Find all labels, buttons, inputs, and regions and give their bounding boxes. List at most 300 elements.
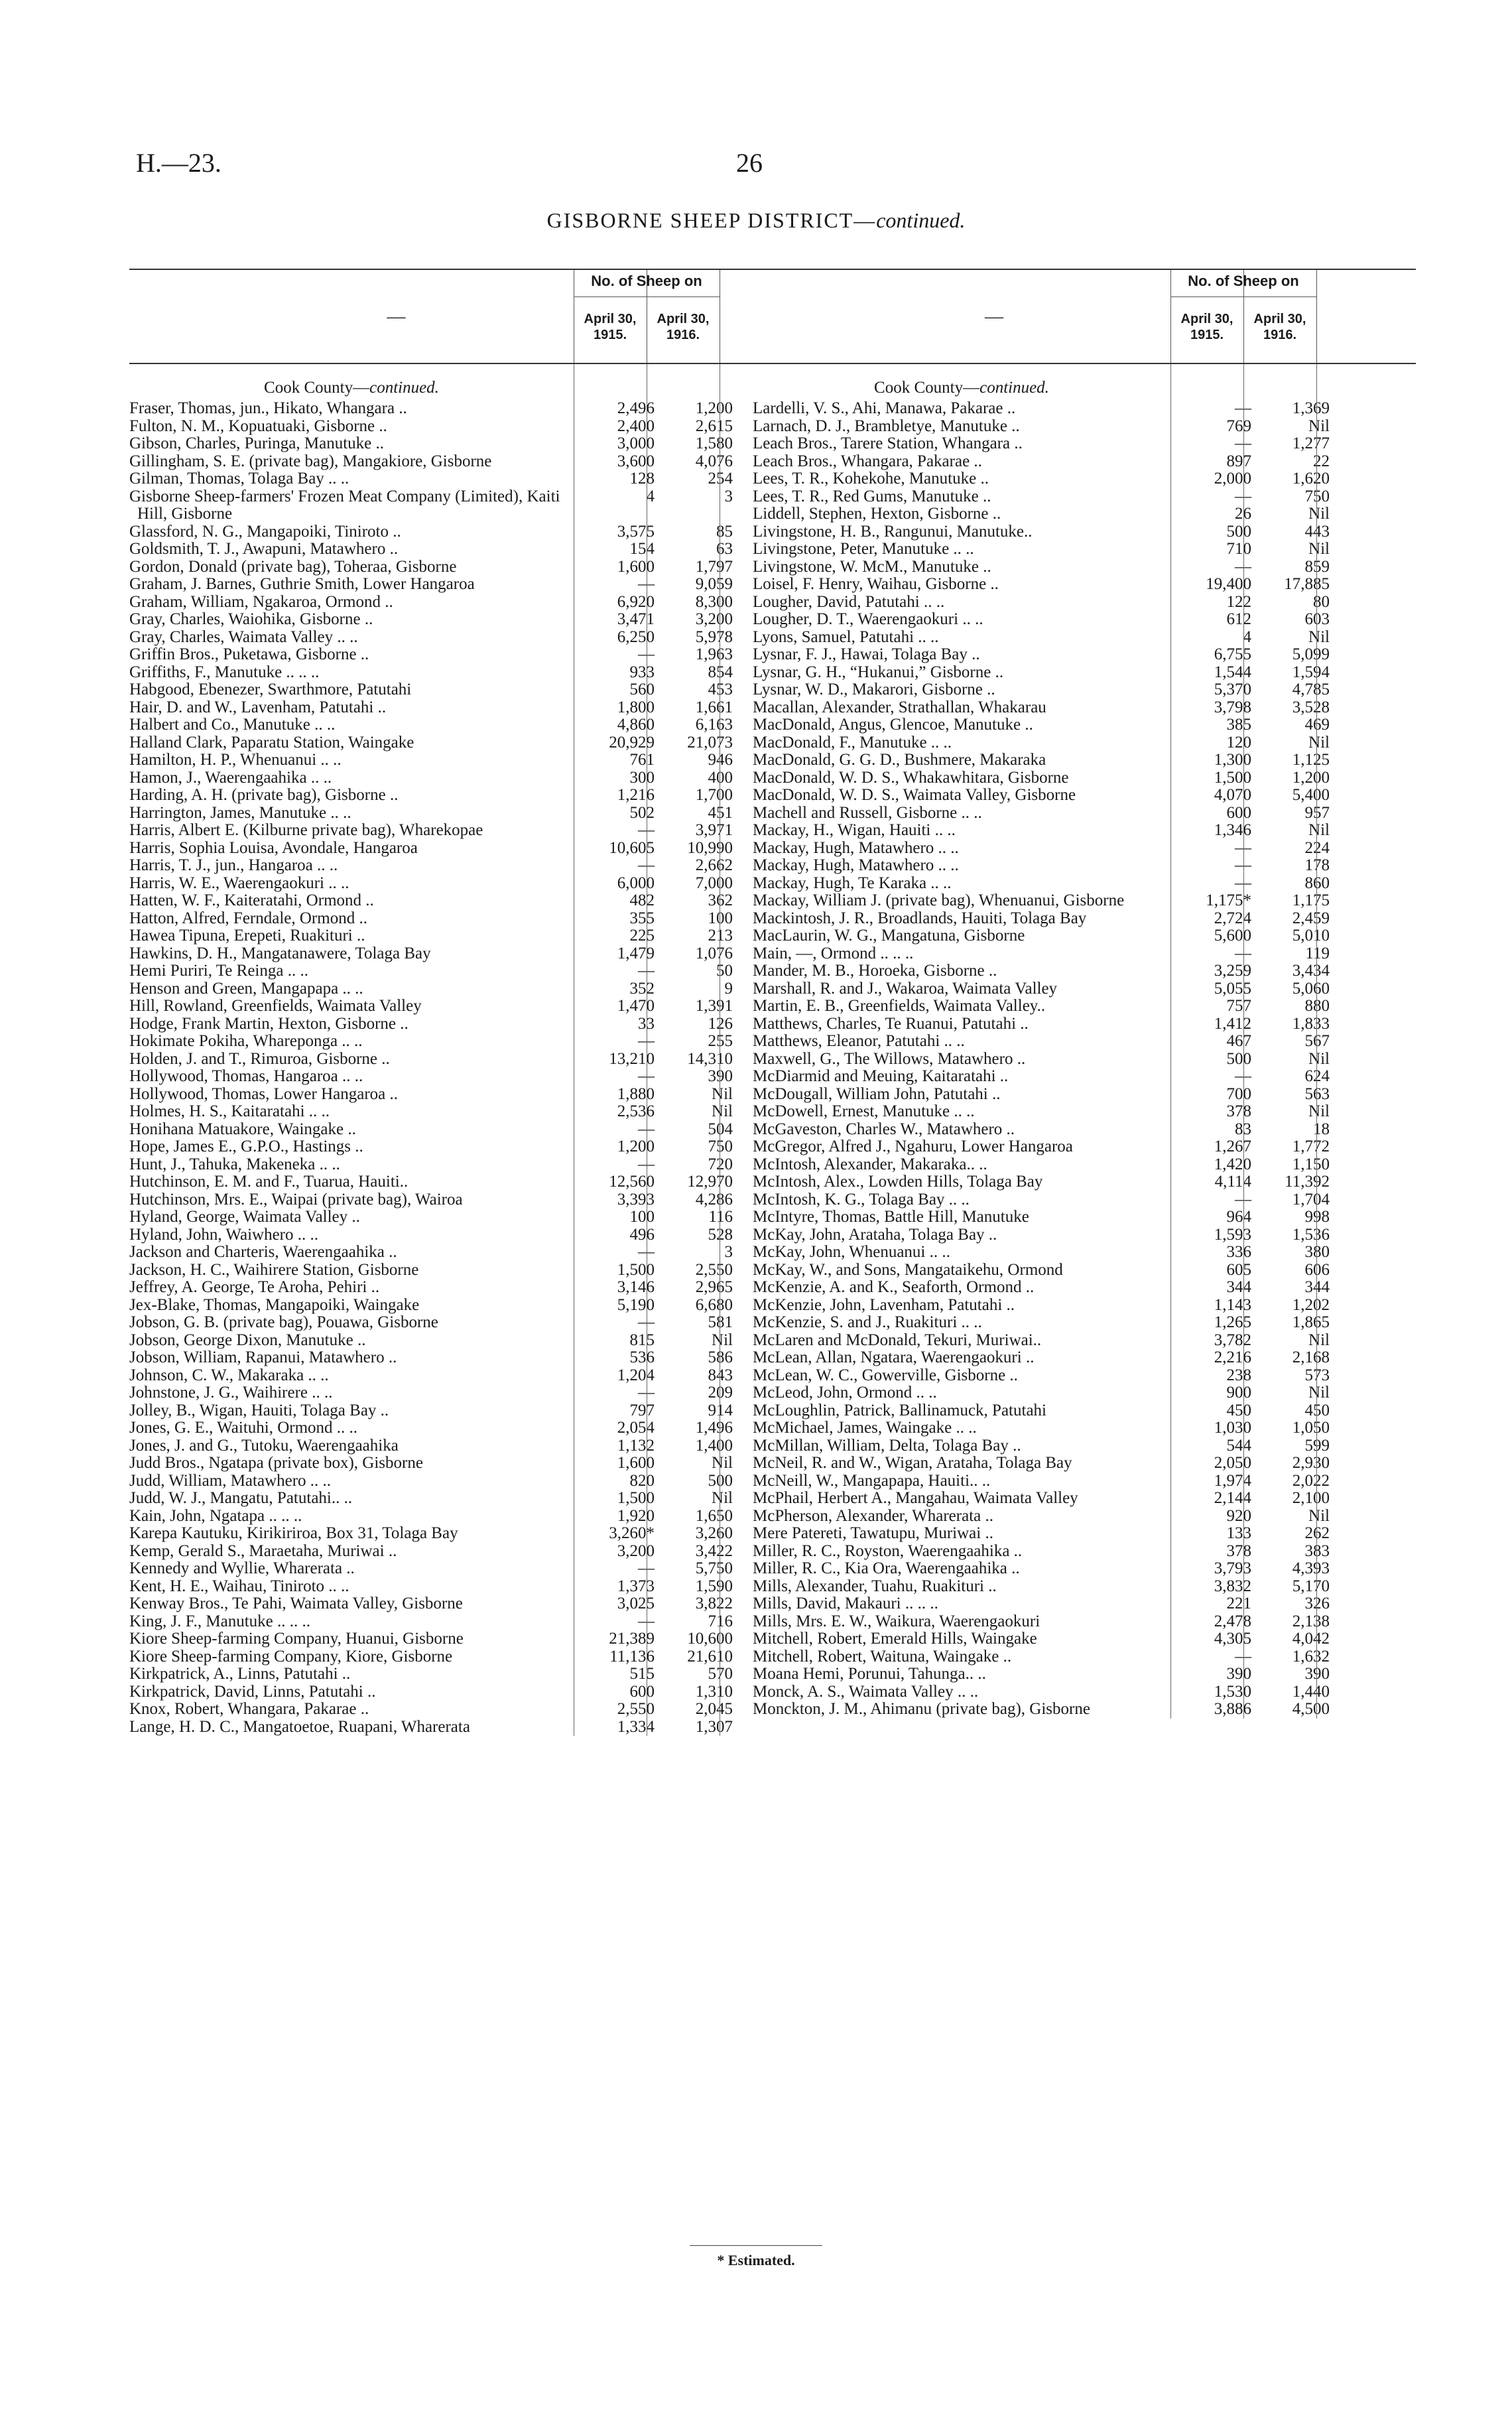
owner-name-location: Judd Bros., Ngatapa (private box), Gisborne	[129, 1454, 423, 1472]
owner-name-location: Lardelli, V. S., Ahi, Manawa, Pakarae ..	[753, 399, 1016, 417]
sheep-1916: 2,168	[1292, 1348, 1330, 1366]
owner-name-location: Mackay, William J. (private bag), Whenuanui, Gisborne	[753, 891, 1125, 909]
sheep-1916: Nil	[1308, 1384, 1330, 1402]
page-reference: H.—23.	[136, 148, 221, 178]
sheep-1915: 3,000	[617, 434, 655, 452]
sheep-1916: Nil	[1308, 733, 1330, 752]
sheep-1916: 1,700	[695, 786, 733, 804]
sheep-1916: 599	[1304, 1436, 1330, 1455]
sheep-1915: 3,575	[617, 522, 655, 541]
district-title-main: GISBORNE SHEEP DISTRICT—	[546, 208, 877, 232]
sheep-1916: 2,022	[1292, 1471, 1330, 1490]
sheep-1915: 3,260*	[609, 1524, 655, 1542]
owner-name-location: Hyland, John, Waiwhero .. ..	[129, 1225, 318, 1244]
sheep-1915: 515	[629, 1665, 655, 1683]
owner-name-location: McLean, Allan, Ngatara, Waerengaokuri ..	[753, 1348, 1035, 1366]
sheep-1915: 1,030	[1214, 1419, 1251, 1437]
owner-name-location: Holden, J. and T., Rimuroa, Gisborne ..	[129, 1049, 390, 1068]
sheep-1916: 2,045	[695, 1700, 733, 1718]
sheep-1916: 750	[1304, 487, 1330, 505]
sheep-1915: —	[1235, 1067, 1251, 1085]
sheep-1916: 451	[708, 803, 733, 822]
sheep-1916: 1,440	[1292, 1682, 1330, 1701]
sheep-1916: 860	[1304, 874, 1330, 892]
column-rule	[1243, 364, 1244, 1719]
sheep-1915: 3,259	[1214, 962, 1251, 980]
sheep-1916: 716	[708, 1612, 733, 1630]
owner-name-location: Livingstone, Peter, Manutuke .. ..	[753, 540, 974, 558]
sheep-1916: 880	[1304, 997, 1330, 1015]
owner-name-location: McPhail, Herbert A., Mangahau, Waimata Valley	[753, 1489, 1078, 1507]
sheep-1916: Nil	[1308, 821, 1330, 839]
sheep-1915: 897	[1226, 452, 1251, 470]
owner-name-location: Fulton, N. M., Kopuatuaki, Gisborne ..	[129, 417, 387, 435]
owner-name-location: Habgood, Ebenezer, Swarthmore, Patutahi	[129, 681, 412, 698]
owner-name-location: MacDonald, G. G. D., Bushmere, Makaraka	[753, 751, 1046, 769]
sheep-1915: 1,420	[1214, 1155, 1251, 1173]
sheep-1915: 1,544	[1214, 663, 1251, 681]
sheep-1916: Nil	[1308, 540, 1330, 558]
sheep-1916: 450	[1304, 1401, 1330, 1419]
sheep-1915: 20,929	[609, 733, 655, 752]
owner-name-location: Halbert and Co., Manutuke .. ..	[129, 716, 336, 734]
column-rule	[1316, 364, 1317, 1719]
owner-name-location: McKay, W., and Sons, Mangataikehu, Ormond	[753, 1260, 1063, 1279]
sheep-1915: 33	[638, 1014, 655, 1033]
owner-name-location: Hutchinson, E. M. and F., Tuarua, Hauiti..	[129, 1173, 409, 1191]
sheep-1916: 8,300	[695, 592, 733, 611]
sheep-1916: 570	[708, 1665, 733, 1683]
sheep-1915: 3,793	[1214, 1559, 1251, 1577]
sheep-1915: 378	[1226, 1102, 1251, 1120]
sheep-1915: 5,055	[1214, 979, 1251, 998]
sheep-1915: 122	[1226, 592, 1251, 611]
sheep-1915: 2,496	[617, 399, 655, 417]
sheep-1915: 1,974	[1214, 1471, 1251, 1490]
sheep-1916: 1,307	[695, 1717, 733, 1736]
owner-name-location: Hatten, W. F., Kaiteratahi, Ormond ..	[129, 891, 374, 909]
sheep-1916: 573	[1304, 1366, 1330, 1384]
sheep-1915: 6,250	[617, 627, 655, 646]
sheep-1916: 859	[1304, 557, 1330, 576]
sheep-1916: 957	[1304, 803, 1330, 822]
sheep-1916: 380	[1304, 1243, 1330, 1261]
sheep-1916: 581	[708, 1313, 733, 1331]
sheep-1915: 536	[629, 1348, 655, 1366]
sheep-1916: 1,150	[1292, 1155, 1330, 1173]
sheep-1915: —	[638, 1032, 655, 1050]
owner-name-location: Jeffrey, A. George, Te Aroha, Pehiri ..	[129, 1278, 380, 1296]
owner-name-location: Honihana Matuakore, Waingake ..	[129, 1120, 356, 1138]
sheep-1915: 2,050	[1214, 1454, 1251, 1472]
sheep-1915: 2,400	[617, 417, 655, 435]
sheep-1915: 3,886	[1214, 1700, 1251, 1718]
sheep-1916: 3	[724, 1243, 733, 1261]
sheep-1915: 4	[1243, 627, 1251, 646]
sheep-1916: 2,965	[695, 1278, 733, 1296]
sheep-1916: 2,550	[695, 1260, 733, 1279]
sheep-1915: 3,782	[1214, 1331, 1251, 1349]
sheep-1916: 946	[708, 751, 733, 769]
sheep-1915: 1,143	[1214, 1295, 1251, 1314]
owner-name-location: Jones, G. E., Waituhi, Ormond .. ..	[129, 1419, 358, 1437]
sheep-1915: 6,000	[617, 874, 655, 892]
owner-name-location: Kenway Bros., Te Pahi, Waimata Valley, Gisborne	[129, 1595, 463, 1612]
sheep-1915: 1,132	[617, 1436, 655, 1455]
sheep-1916: 5,170	[1292, 1577, 1330, 1595]
sheep-1915: —	[1235, 874, 1251, 892]
owner-name-location: McKay, John, Arataha, Tolaga Bay ..	[753, 1225, 997, 1244]
sheep-1915: 1,500	[617, 1260, 655, 1279]
owner-name-location: Gray, Charles, Waimata Valley .. ..	[129, 627, 358, 646]
sheep-1916: 14,310	[687, 1049, 733, 1068]
sheep-1916: 1,772	[1292, 1138, 1330, 1155]
section-name: Cook County—	[874, 379, 980, 397]
sheep-1915: —	[638, 962, 655, 980]
owner-name-location: Hamilton, H. P., Whenuanui .. ..	[129, 751, 342, 769]
owner-name-location: Miller, R. C., Royston, Waerengaahika ..	[753, 1541, 1023, 1560]
sheep-1915: 1,920	[617, 1506, 655, 1525]
sheep-1915: —	[1235, 557, 1251, 576]
sheep-1915: 300	[629, 768, 655, 787]
owner-name-location: Leach Bros., Tarere Station, Whangara ..	[753, 434, 1023, 452]
owner-name-location: Hawea Tipuna, Erepeti, Ruakituri ..	[129, 927, 365, 945]
owner-name-location: Johnstone, J. G., Waihirere .. ..	[129, 1384, 333, 1402]
owner-name-location: Fraser, Thomas, jun., Hikato, Whangara ..	[129, 399, 407, 417]
sheep-1915: 19,400	[1206, 575, 1251, 593]
owner-name-location: Kiore Sheep-farming Company, Huanui, Gisborne	[129, 1630, 464, 1648]
sheep-1916: 998	[1304, 1208, 1330, 1226]
owner-name-location: Jones, J. and G., Tutoku, Waerengaahika	[129, 1436, 399, 1455]
sheep-1916: 3,422	[695, 1541, 733, 1560]
owner-name-location: Kemp, Gerald S., Maraetaha, Muriwai ..	[129, 1541, 397, 1560]
owner-name-location: Mitchell, Robert, Waituna, Waingake ..	[753, 1647, 1012, 1666]
owner-name-location: Harris, T. J., jun., Hangaroa .. ..	[129, 856, 338, 874]
owner-name-location: McPherson, Alexander, Wharerata ..	[753, 1506, 993, 1525]
sheep-1916: 4,286	[695, 1190, 733, 1209]
owner-name-location: Jolley, B., Wigan, Hauiti, Tolaga Bay ..	[129, 1401, 389, 1419]
sheep-1915: 3,200	[617, 1541, 655, 1560]
sheep-1916: Nil	[1308, 1331, 1330, 1349]
sheep-1916: 1,391	[695, 997, 733, 1015]
owner-name-location: Judd, William, Matawhero .. ..	[129, 1471, 332, 1490]
owner-name-location: McMichael, James, Waingake .. ..	[753, 1419, 977, 1437]
owner-name-location: Griffin Bros., Puketawa, Gisborne ..	[129, 645, 369, 663]
sheep-1916: 390	[1304, 1665, 1330, 1683]
owner-name-location: McLeod, John, Ormond .. ..	[753, 1384, 937, 1402]
owner-name-location: Jackson and Charteris, Waerengaahika ..	[129, 1243, 397, 1261]
owner-name-location: McDiarmid and Meuing, Kaitaratahi ..	[753, 1067, 1009, 1085]
sheep-1915: 502	[629, 803, 655, 822]
sheep-1916: 1,963	[695, 645, 733, 663]
sheep-1916: 2,100	[1292, 1489, 1330, 1507]
sheep-1915: —	[638, 821, 655, 839]
sheep-1915: 600	[629, 1682, 655, 1701]
sheep-1916: 1,797	[695, 557, 733, 576]
page-number: 26	[736, 148, 763, 178]
owner-name-location: Hollywood, Thomas, Hangaroa .. ..	[129, 1067, 363, 1085]
sheep-1916: 5,978	[695, 627, 733, 646]
sheep-1915: 10,605	[609, 838, 655, 857]
sheep-1915: 336	[1226, 1243, 1251, 1261]
sheep-1915: 13,210	[609, 1049, 655, 1068]
sheep-1916: 262	[1304, 1524, 1330, 1542]
sheep-1915: —	[638, 856, 655, 874]
sheep-1915: 3,025	[617, 1595, 655, 1612]
sheep-1915: 700	[1226, 1084, 1251, 1103]
owner-name-location: Henson and Green, Mangapapa .. ..	[129, 979, 363, 998]
sheep-1916: 3,822	[695, 1595, 733, 1612]
sheep-1915: 3,471	[617, 610, 655, 628]
sheep-1915: 3,600	[617, 452, 655, 470]
sheep-1915: —	[638, 1559, 655, 1577]
sheep-1915: 1,470	[617, 997, 655, 1015]
owner-name-location: Jobson, George Dixon, Manutuke ..	[129, 1331, 366, 1349]
sheep-1915: 1,479	[617, 944, 655, 962]
owner-name-location: Hutchinson, Mrs. E., Waipai (private bag), Wairoa	[129, 1190, 463, 1209]
sheep-1915: 83	[1235, 1120, 1251, 1138]
owner-name-location: Liddell, Stephen, Hexton, Gisborne ..	[753, 505, 1001, 523]
owner-name-location: Hyland, George, Waimata Valley ..	[129, 1208, 360, 1226]
sheep-1916: 22	[1313, 452, 1330, 470]
sheep-1915: 500	[1226, 1049, 1251, 1068]
owner-name-location: Gray, Charles, Waiohika, Gisborne ..	[129, 610, 373, 628]
owner-name-location: Kennedy and Wyllie, Wharerata ..	[129, 1559, 355, 1577]
right-table	[753, 269, 1416, 1719]
owner-name-location: Mills, Mrs. E. W., Waikura, Waerengaokuri	[753, 1612, 1040, 1630]
sheep-1915: 1,216	[617, 786, 655, 804]
sheep-1916: 843	[708, 1366, 733, 1384]
sheep-1915: 2,216	[1214, 1348, 1251, 1366]
sheep-1916: 1,594	[1292, 663, 1330, 681]
owner-name-location: Gordon, Donald (private bag), Toheraa, Gisborne	[129, 557, 457, 576]
owner-name-location: Lysnar, F. J., Hawai, Tolaga Bay ..	[753, 645, 980, 663]
sheep-1916: 3,528	[1292, 698, 1330, 716]
sheep-1916: 213	[708, 927, 733, 945]
sheep-1916: 624	[1304, 1067, 1330, 1085]
section-continued: continued.	[369, 379, 439, 397]
section-name: Cook County—	[264, 379, 370, 397]
sheep-1916: 1,400	[695, 1436, 733, 1455]
sheep-1915: 1,204	[617, 1366, 655, 1384]
owner-name-location: Hawkins, D. H., Mangatanawere, Tolaga Bay	[129, 944, 431, 962]
owner-name-location: Lougher, D. T., Waerengaokuri .. ..	[753, 610, 983, 628]
sheep-1916: Nil	[712, 1331, 733, 1349]
sheep-1916: 4,500	[1292, 1700, 1330, 1718]
sheep-1915: —	[638, 1243, 655, 1261]
sheep-1915: 5,370	[1214, 681, 1251, 698]
sheep-1915: 797	[629, 1401, 655, 1419]
sheep-1915: 1,300	[1214, 751, 1251, 769]
sheep-1916: Nil	[1308, 1506, 1330, 1525]
owner-name-location: Martin, E. B., Greenfields, Waimata Valley..	[753, 997, 1046, 1015]
sheep-1915: 933	[629, 663, 655, 681]
owner-name-location: Gilman, Thomas, Tolaga Bay .. ..	[129, 470, 349, 488]
footnote-rule	[690, 2245, 822, 2246]
sheep-1916: 2,930	[1292, 1454, 1330, 1472]
sheep-1915: 1,800	[617, 698, 655, 716]
owner-name-location: Harris, Albert E. (Kilburne private bag), Wharekopae	[129, 821, 483, 839]
owner-name-location: McIntosh, Alexander, Makaraka.. ..	[753, 1155, 987, 1173]
sheep-1916: 1,496	[695, 1419, 733, 1437]
owner-name-location: Judd, W. J., Mangatu, Patutahi.. ..	[129, 1489, 353, 1507]
sheep-1916: 3,434	[1292, 962, 1330, 980]
owner-name-location: Jobson, William, Rapanui, Matawhero ..	[129, 1348, 397, 1366]
sheep-1916: 63	[716, 540, 733, 558]
sheep-1915: 600	[1226, 803, 1251, 822]
sheep-1915: —	[638, 645, 655, 663]
section-heading	[753, 376, 1170, 400]
sheep-1915: 1,530	[1214, 1682, 1251, 1701]
sheep-1916: 1,200	[695, 399, 733, 417]
sheep-1915: 378	[1226, 1541, 1251, 1560]
header-col-1916: April 30, 1916.	[1253, 312, 1306, 342]
owner-name-location: McIntyre, Thomas, Battle Hill, Manutuke	[753, 1208, 1029, 1226]
owner-name-location: Kain, John, Ngatapa .. .. ..	[129, 1506, 302, 1525]
sheep-1915: 560	[629, 681, 655, 698]
owner-name-location: Graham, J. Barnes, Guthrie Smith, Lower Hangaroa	[129, 575, 475, 593]
sheep-1915: 100	[629, 1208, 655, 1226]
sheep-1915: 482	[629, 891, 655, 909]
sheep-1916: 4,042	[1292, 1630, 1330, 1648]
sheep-1916: 1,865	[1292, 1313, 1330, 1331]
sheep-1916: 224	[1304, 838, 1330, 857]
sheep-1916: 1,650	[695, 1506, 733, 1525]
owner-name-location: Mills, Alexander, Tuahu, Ruakituri ..	[753, 1577, 997, 1595]
sheep-1916: Nil	[1308, 1049, 1330, 1068]
sheep-1916: 914	[708, 1401, 733, 1419]
owner-name-location: Hair, D. and W., Lavenham, Patutahi ..	[129, 698, 387, 716]
sheep-1916: 1,076	[695, 944, 733, 962]
sheep-1915: 3,798	[1214, 698, 1251, 716]
owner-name-location: Mitchell, Robert, Emerald Hills, Waingake	[753, 1630, 1037, 1648]
owner-name-location: Lange, H. D. C., Mangatoetoe, Ruapani, Wharerata	[129, 1717, 470, 1736]
owner-name-location: Monck, A. S., Waimata Valley .. ..	[753, 1682, 979, 1701]
owner-name-location: MacDonald, W. D. S., Waimata Valley, Gisborne	[753, 786, 1076, 804]
sheep-1916: 1,833	[1292, 1014, 1330, 1033]
sheep-1915: —	[1235, 1647, 1251, 1666]
owner-name-location: McGregor, Alfred J., Ngahuru, Lower Hangaroa	[753, 1138, 1073, 1155]
sheep-1915: 761	[629, 751, 655, 769]
sheep-1915: 1,593	[1214, 1225, 1251, 1244]
owner-name-location: Hodge, Frank Martin, Hexton, Gisborne ..	[129, 1014, 409, 1033]
sheep-1916: 116	[708, 1208, 733, 1226]
owner-name-location: Hokimate Pokiha, Whareponga .. ..	[129, 1032, 363, 1050]
owner-name-location: Kirkpatrick, A., Linns, Patutahi ..	[129, 1665, 351, 1683]
owner-name-location: Jobson, G. B. (private bag), Pouawa, Gisborne	[129, 1313, 438, 1331]
sheep-1916: 326	[1304, 1595, 1330, 1612]
owner-name-location: Karepa Kautuku, Kirikiriroa, Box 31, Tolaga Bay	[129, 1524, 458, 1542]
owner-name-location: McMillan, William, Delta, Tolaga Bay ..	[753, 1436, 1021, 1455]
sheep-1916: 383	[1304, 1541, 1330, 1560]
owner-name-location: Harding, A. H. (private bag), Gisborne ..	[129, 786, 399, 804]
sheep-1916: 750	[708, 1138, 733, 1155]
owner-name-location: Kiore Sheep-farming Company, Kiore, Gisborne	[129, 1647, 453, 1666]
owner-name-location: Mander, M. B., Horoeka, Gisborne ..	[753, 962, 997, 980]
sheep-1915: 900	[1226, 1384, 1251, 1402]
owner-name-location: Larnach, D. J., Brambletye, Manutuke ..	[753, 417, 1020, 435]
owner-name-location: Mackay, Hugh, Matawhero .. ..	[753, 856, 959, 874]
sheep-1915: 5,190	[617, 1295, 655, 1314]
sheep-1916: Nil	[1308, 627, 1330, 646]
sheep-1916: 5,099	[1292, 645, 1330, 663]
sheep-1915: 344	[1226, 1278, 1251, 1296]
owner-name-location: Graham, William, Ngakaroa, Ormond ..	[129, 592, 393, 611]
sheep-1915: 1,175*	[1206, 891, 1251, 909]
sheep-1915: 467	[1226, 1032, 1251, 1050]
sheep-1916: 80	[1313, 592, 1330, 611]
sheep-1915: 1,500	[1214, 768, 1251, 787]
sheep-1915: 1,373	[617, 1577, 655, 1595]
sheep-1915: 964	[1226, 1208, 1251, 1226]
owner-name-location: McKay, John, Whenuanui .. ..	[753, 1243, 950, 1261]
sheep-1915: 2,144	[1214, 1489, 1251, 1507]
sheep-1916: 5,400	[1292, 786, 1330, 804]
header-col-1915: April 30, 1915.	[584, 312, 637, 342]
sheep-1916: 2,615	[695, 417, 733, 435]
sheep-1916: 390	[708, 1067, 733, 1085]
owner-name-location: Matthews, Eleanor, Patutahi .. ..	[753, 1032, 965, 1050]
owner-name-location: Main, —, Ormond .. .. ..	[753, 944, 914, 962]
sheep-1915: 4	[646, 487, 655, 505]
sheep-1916: 500	[708, 1471, 733, 1490]
owner-name-location: Griffiths, F., Manutuke .. .. ..	[129, 663, 320, 681]
sheep-1916: 119	[1305, 944, 1330, 962]
sheep-1915: —	[1235, 399, 1251, 417]
sheep-1916: 3	[724, 487, 733, 505]
sheep-1915: 3,832	[1214, 1577, 1251, 1595]
owner-name-location: Halland Clark, Paparatu Station, Waingake	[129, 733, 414, 752]
sheep-1916: 362	[708, 891, 733, 909]
sheep-1916: Nil	[712, 1489, 733, 1507]
sheep-1915: 3,393	[617, 1190, 655, 1209]
header-col-1915: April 30, 1915.	[1180, 312, 1233, 342]
sheep-1916: 21,610	[687, 1647, 733, 1666]
footnote: * Estimated.	[717, 2252, 795, 2268]
owner-name-location: Hamon, J., Waerengaahika .. ..	[129, 768, 332, 787]
sheep-1915: 1,265	[1214, 1313, 1251, 1331]
owner-name-location: Lees, T. R., Red Gums, Manutuke ..	[753, 487, 991, 505]
sheep-1915: 352	[629, 979, 655, 998]
owner-name-location: MacDonald, F., Manutuke .. ..	[753, 733, 952, 752]
sheep-1915: 225	[629, 927, 655, 945]
sheep-1915: 815	[629, 1331, 655, 1349]
owner-name-location: McNeill, W., Mangapapa, Hauiti.. ..	[753, 1471, 991, 1490]
sheep-1915: —	[638, 1313, 655, 1331]
owner-name-location: MacDonald, W. D. S., Whakawhitara, Gisborne	[753, 768, 1069, 787]
owner-name-location: Gisborne Sheep-farmers' Frozen Meat Company (Limited), Kaiti Hill, Gisborne	[129, 487, 560, 523]
owner-name-location: Matthews, Charles, Te Ruanui, Patutahi ..	[753, 1014, 1029, 1033]
sheep-1915: 26	[1235, 505, 1251, 523]
sheep-1916: 586	[708, 1348, 733, 1366]
sheep-1916: 4,393	[1292, 1559, 1330, 1577]
sheep-1915: 120	[1226, 733, 1251, 752]
sheep-1915: 1,334	[617, 1717, 655, 1736]
owner-name-location: Mackay, H., Wigan, Hauiti .. ..	[753, 821, 956, 839]
sheep-1916: 11,392	[1285, 1173, 1330, 1191]
sheep-1916: 17,885	[1284, 575, 1330, 593]
owner-name-location: McGaveston, Charles W., Matawhero ..	[753, 1120, 1015, 1138]
sheep-1915: 1,600	[617, 557, 655, 576]
sheep-1916: 1,632	[1292, 1647, 1330, 1666]
sheep-1916: 255	[708, 1032, 733, 1050]
sheep-1915: 390	[1226, 1665, 1251, 1683]
sheep-1916: 1,125	[1292, 751, 1330, 769]
sheep-1915: 612	[1226, 610, 1251, 628]
header-col-1916: April 30, 1916.	[657, 312, 710, 342]
sheep-1916: 504	[708, 1120, 733, 1138]
sheep-1916: 100	[708, 909, 733, 927]
